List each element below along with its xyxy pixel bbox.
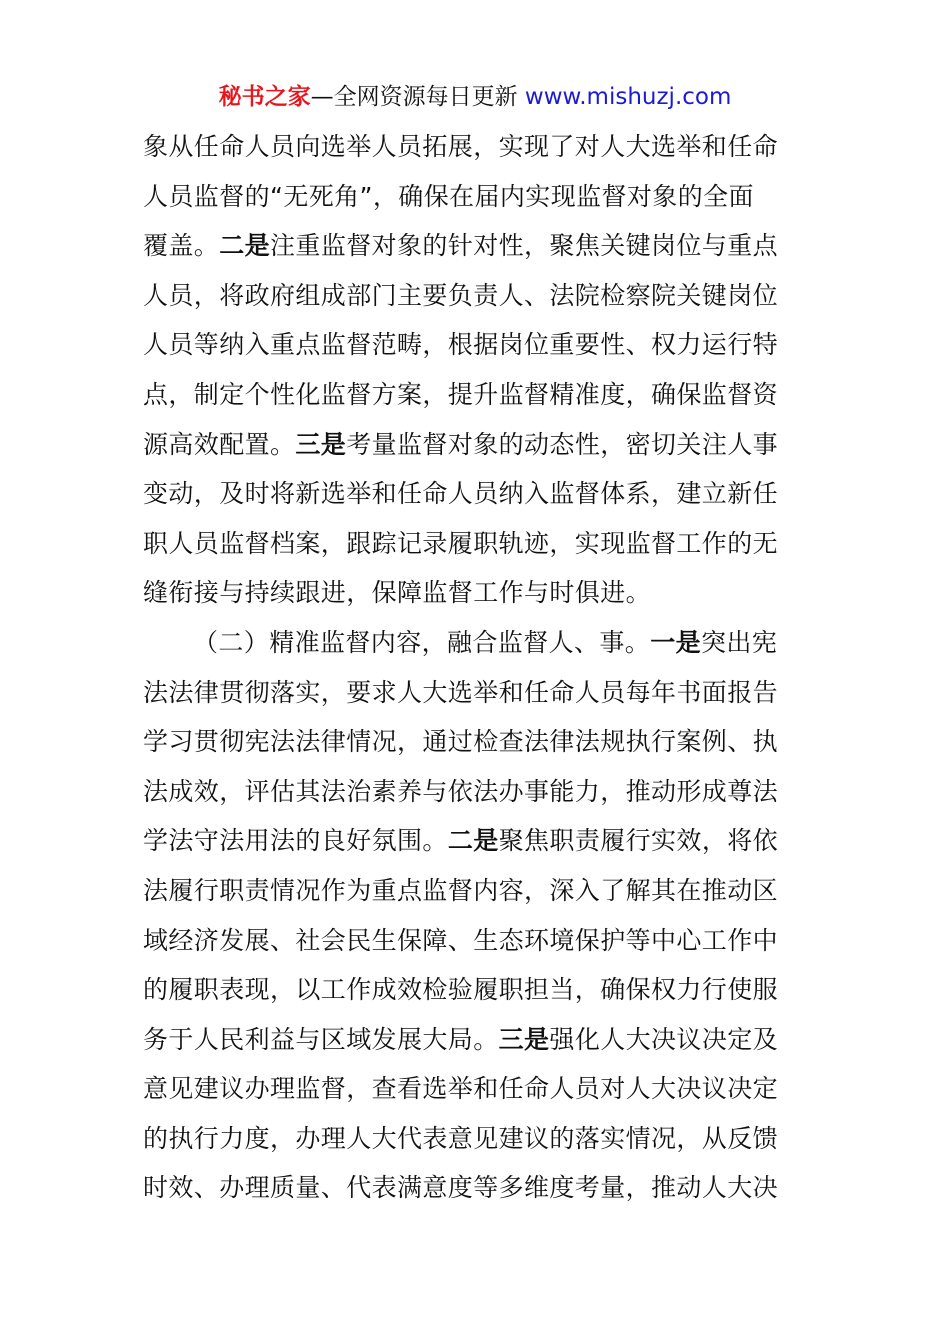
text-segment: 考量监督对象的动态性，密切关注人事 bbox=[346, 429, 779, 459]
text-segment: 覆盖。 bbox=[143, 231, 220, 261]
text-segment: 的履职表现，以工作成效检验履职担当，确保权力行使服 bbox=[143, 975, 779, 1005]
text-line bbox=[143, 221, 813, 271]
text-line bbox=[143, 1064, 813, 1114]
text-segment: 法法律贯彻落实，要求人大选举和任命人员每年书面报告 bbox=[143, 677, 779, 707]
text-line bbox=[143, 1163, 813, 1213]
bold-marker: 二是 bbox=[447, 826, 499, 856]
text-line bbox=[143, 618, 813, 668]
text-segment: 学法守法用法的良好氛围。 bbox=[143, 826, 448, 856]
bold-marker: 一是 bbox=[650, 627, 702, 657]
page-header bbox=[0, 80, 950, 114]
text-line bbox=[143, 767, 813, 817]
bold-marker: 三是 bbox=[498, 1024, 550, 1054]
text-segment: 人员，将政府组成部门主要负责人、法院检察院关键岗位 bbox=[143, 280, 779, 310]
text-line bbox=[143, 370, 813, 420]
bold-marker: 三是 bbox=[295, 429, 347, 459]
text-line bbox=[143, 469, 813, 519]
text-line bbox=[143, 519, 813, 569]
text-segment: 突出宪 bbox=[701, 627, 778, 657]
text-segment: （二）精准监督内容，融合监督人、事。 bbox=[193, 627, 651, 657]
text-line bbox=[143, 816, 813, 866]
text-line bbox=[143, 1114, 813, 1164]
text-segment: 源高效配置。 bbox=[143, 429, 296, 459]
text-segment: 点，制定个性化监督方案，提升监督精准度，确保监督资 bbox=[143, 379, 779, 409]
text-line bbox=[143, 965, 813, 1015]
text-segment: 变动，及时将新选举和任命人员纳入监督体系，建立新任 bbox=[143, 479, 779, 509]
text-line bbox=[143, 916, 813, 966]
text-segment: 时效、办理质量、代表满意度等多维度考量，推动人大决 bbox=[143, 1173, 779, 1203]
text-segment: 的执行力度，办理人大代表意见建议的落实情况，从反馈 bbox=[143, 1123, 779, 1153]
text-line bbox=[143, 1015, 813, 1065]
text-line bbox=[143, 568, 813, 618]
text-segment: 意见建议办理监督，查看选举和任命人员对人大决议决定 bbox=[143, 1074, 779, 1104]
text-segment: 象从任命人员向选举人员拓展，实现了对人大选举和任命 bbox=[143, 132, 779, 161]
text-segment: 域经济发展、社会民生保障、生态环境保护等中心工作中 bbox=[143, 925, 779, 955]
text-segment: 学习贯彻宪法法律情况，通过检查法律法规执行案例、执 bbox=[143, 727, 779, 757]
text-segment: 法履行职责情况作为重点监督内容，深入了解其在推动区 bbox=[143, 875, 779, 905]
text-segment: 注重监督对象的针对性，聚焦关键岗位与重点 bbox=[270, 231, 779, 261]
bold-marker: 二是 bbox=[219, 231, 271, 261]
header-tagline: —全网资源每日更新 bbox=[310, 84, 525, 110]
text-line bbox=[143, 668, 813, 718]
text-line bbox=[143, 717, 813, 767]
text-segment: 聚焦职责履行实效，将依 bbox=[498, 826, 779, 856]
text-line bbox=[143, 420, 813, 470]
text-line bbox=[143, 122, 813, 172]
website-link[interactable]: www.mishuzj.com bbox=[524, 84, 732, 110]
text-segment: 法成效，评估其法治素养与依法办事能力，推动形成尊法 bbox=[143, 776, 779, 806]
text-segment: 职人员监督档案，跟踪记录履职轨迹，实现监督工作的无 bbox=[143, 528, 779, 558]
text-line bbox=[143, 866, 813, 916]
text-line bbox=[143, 320, 813, 370]
text-segment: 强化人大决议决定及 bbox=[549, 1024, 779, 1054]
text-segment: 务于人民利益与区域发展大局。 bbox=[143, 1024, 499, 1054]
text-line bbox=[143, 172, 813, 222]
text-segment: 人员监督的“无死角”，确保在届内实现监督对象的全面 bbox=[143, 181, 754, 211]
brand-name: 秘书之家 bbox=[218, 84, 311, 110]
text-line bbox=[143, 271, 813, 321]
text-segment: 缝衔接与持续跟进，保障监督工作与时俱进。 bbox=[143, 578, 652, 608]
document-body bbox=[143, 122, 813, 1213]
text-segment: 人员等纳入重点监督范畴，根据岗位重要性、权力运行特 bbox=[143, 330, 779, 360]
